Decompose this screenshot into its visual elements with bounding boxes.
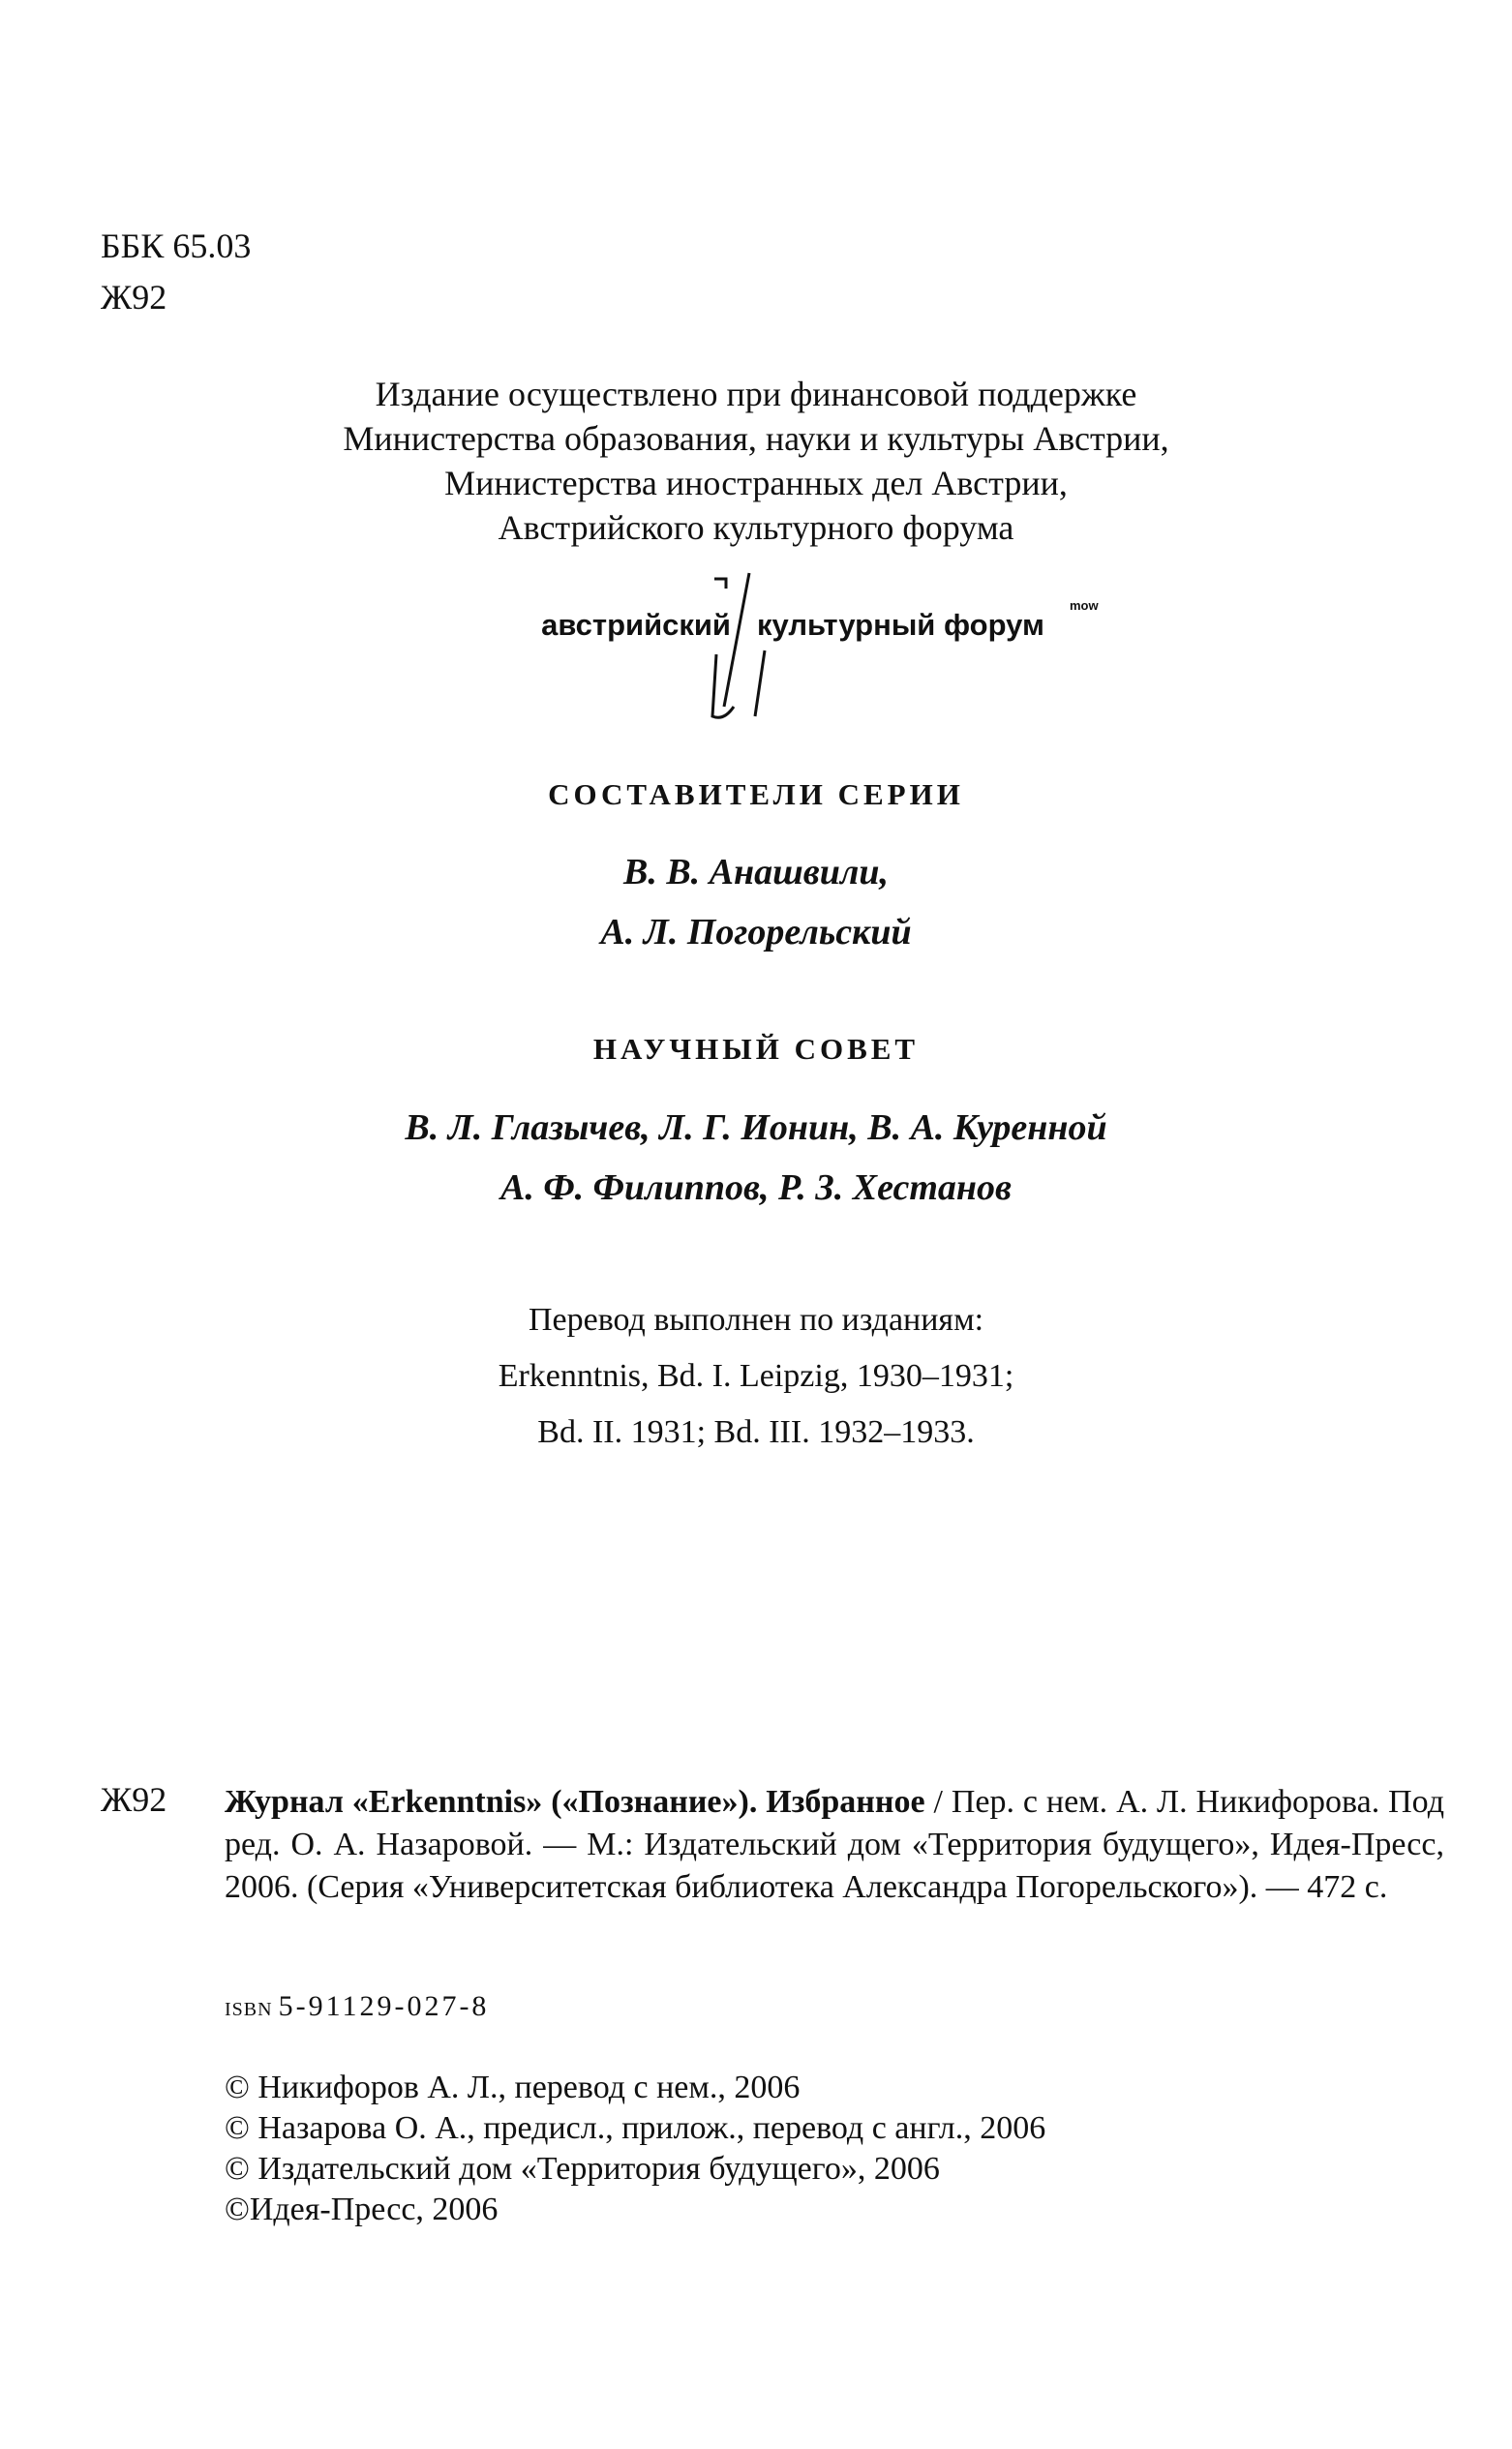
council-line: А. Ф. Филиппов, Р. З. Хестанов	[500, 1167, 1012, 1208]
biblio-title: Журнал «Erkenntnis» («Познание»). Избранное	[225, 1784, 925, 1820]
bbk-code: ББК 65.03	[101, 227, 252, 265]
support-line: Издание осуществлено при финансовой поддержке	[375, 375, 1137, 413]
council-line: В. Л. Глазычев, Л. Г. Ионин, В. А. Куренной	[405, 1107, 1107, 1148]
copyright-line: © Назарова О. А., предисл., прилож., перевод с англ., 2006	[225, 2110, 1046, 2146]
copyright-line: © Никифоров А. Л., перевод с нем., 2006	[225, 2070, 801, 2105]
copyright-block	[225, 2068, 1045, 2230]
isbn-label: ISBN	[225, 1999, 273, 2020]
copyright-line: ©Идея-Пресс, 2006	[225, 2192, 499, 2227]
logo-text-right: культурный форум	[757, 608, 1044, 642]
logo-tm: mow	[1070, 598, 1099, 613]
support-line: Министерства иностранных дел Австрии,	[444, 464, 1068, 502]
support-block	[0, 372, 1512, 550]
translation-line: Bd. II. 1931; Bd. III. 1932–1933.	[537, 1414, 975, 1450]
council-names	[0, 1098, 1512, 1218]
support-line: Австрийского культурного форума	[498, 508, 1014, 547]
copyright-line: © Издательский дом «Территория будущего», 2006	[225, 2151, 940, 2187]
translation-line: Перевод выполнен по изданиям:	[528, 1302, 984, 1338]
forum-logo	[484, 571, 1104, 726]
biblio-details: / Пер. с нем. А. Л. Никифорова. Под ред. О. А. Назаровой. — М.: Издательский дом «Территория будущего», Идея-Пресс, 2006. (Серия «Университетская библиотека Александра Погорельского»). — 472 с.	[225, 1784, 1444, 1905]
biblio-entry	[225, 1781, 1444, 1909]
biblio-code: Ж92	[101, 1780, 167, 1819]
series-names	[0, 842, 1512, 962]
translation-line: Erkenntnis, Bd. I. Leipzig, 1930–1931;	[498, 1358, 1014, 1394]
series-name: В. В. Анашвили,	[622, 852, 890, 892]
isbn-value: 5-91129-027-8	[278, 1990, 490, 2022]
support-line: Министерства образования, науки и культуры Австрии,	[343, 419, 1169, 458]
logo-slash-icon	[705, 571, 772, 726]
logo-text-left: австрийский	[541, 608, 731, 642]
isbn	[225, 1990, 489, 2023]
series-name: А. Л. Погорельский	[600, 912, 912, 952]
translation-note	[0, 1292, 1512, 1461]
series-heading: СОСТАВИТЕЛИ СЕРИИ	[548, 777, 964, 811]
council-heading: НАУЧНЫЙ СОВЕТ	[592, 1032, 920, 1066]
author-mark: Ж92	[101, 278, 167, 317]
